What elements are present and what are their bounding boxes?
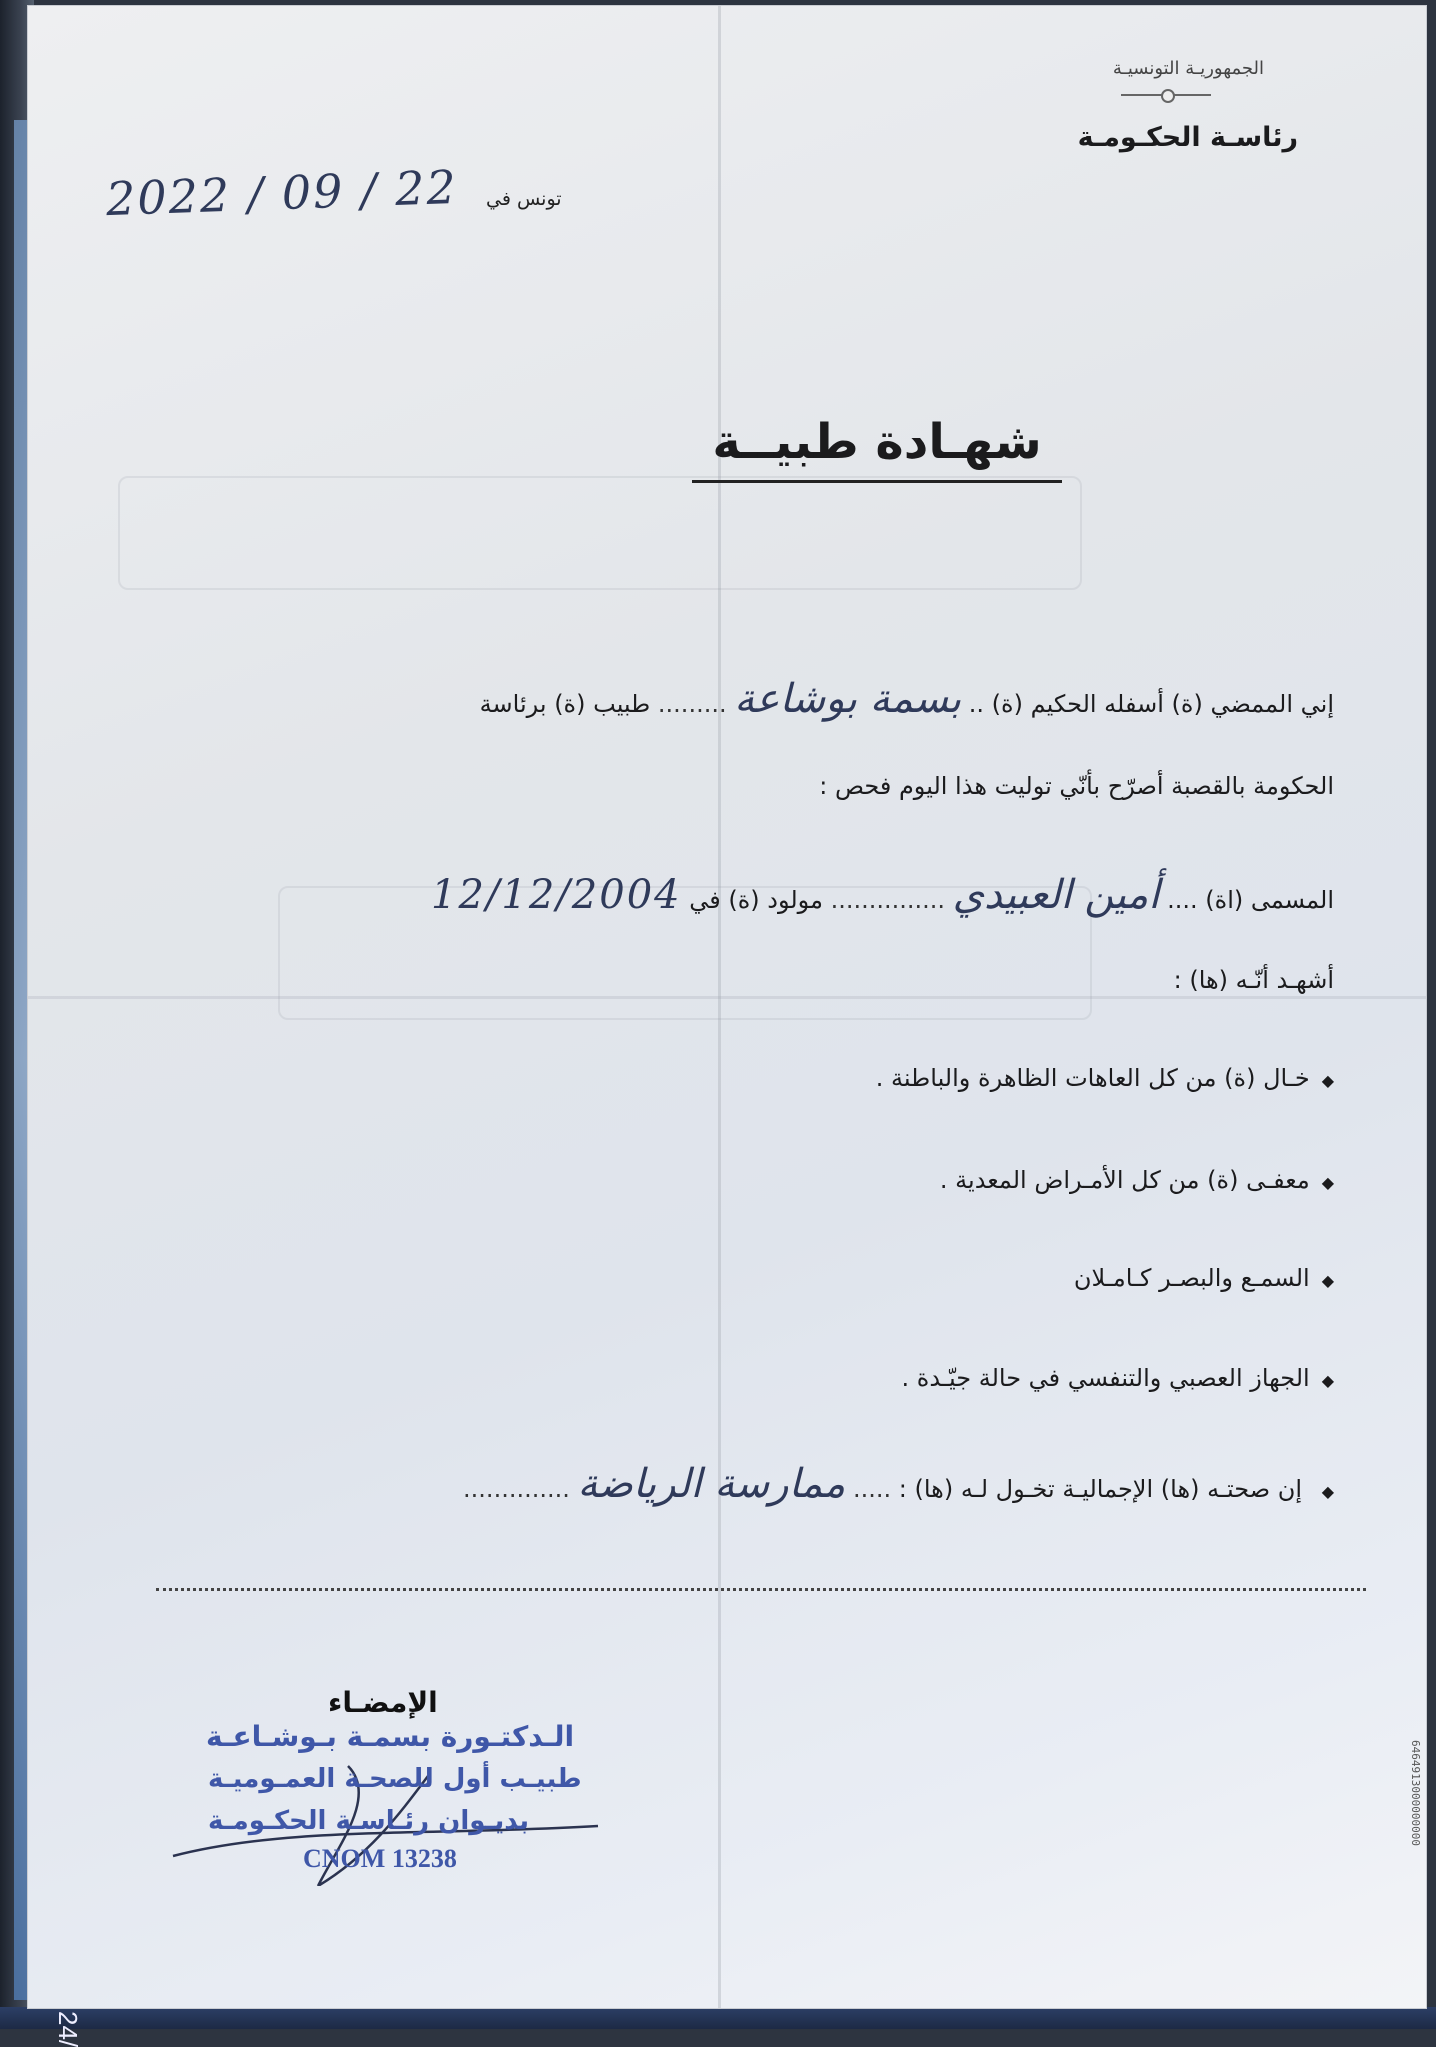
bullet-item: ◆الجهاز العصبي والتنفسي في حالة جيّـدة .	[901, 1364, 1334, 1392]
stamp-doctor-name: الـدكتـورة بسمـة بـوشـاعـة	[206, 1720, 575, 1753]
line3-mid: مولود (ة) في	[689, 886, 823, 914]
birthdate-handwritten: 12/12/2004	[431, 872, 682, 918]
fitness-line	[463, 1461, 1334, 1507]
stamp-cnom: CNOM 13238	[303, 1844, 457, 1873]
ministry-header: رئاسـة الحكـومـة	[1077, 122, 1298, 153]
dots: ...............	[830, 886, 945, 914]
date-label: تونس في	[486, 188, 562, 210]
doctor-name-handwritten: بسمة بوشاعة	[734, 676, 962, 722]
bullet-item: ◆السمـع والبصـر كـامـلان	[1073, 1264, 1334, 1292]
title-text: شهـادة طبيــة	[692, 414, 1061, 483]
fitness-handwritten: ممارسة الرياضة	[577, 1461, 846, 1507]
line1-end: طبيب (ة) برئاسة	[479, 690, 651, 718]
signature-label: الإمضـاء	[328, 1686, 438, 1719]
line1-start: إني الممضي (ة) أسفله الحكيم (ة) ..	[968, 690, 1334, 718]
bullet-diamond-icon: ◆	[1321, 1173, 1334, 1192]
republic-header: الجمهوريـة التونسيـة	[1112, 58, 1264, 79]
stamp-title: طبيـب أول للصحـة العمـوميـة	[208, 1764, 582, 1794]
bullet-diamond-icon: ◆	[1321, 1071, 1334, 1090]
bullet-diamond-icon: ◆	[1321, 1271, 1334, 1290]
dots: .....	[852, 1475, 892, 1503]
bottom-edge	[0, 2007, 1436, 2029]
bullet-item: ◆معفـى (ة) من كل الأمـراض المعدية .	[939, 1166, 1334, 1194]
handwritten-date: 2022 / 09 / 22	[105, 159, 459, 227]
bullet-diamond-icon: ◆	[1321, 1371, 1334, 1390]
body-line-1	[480, 676, 1334, 722]
corner-text: 24/	[53, 2011, 83, 2047]
patient-name-handwritten: أمين العبيدي	[952, 872, 1160, 918]
fitness-label: إن صحتـه (ها) الإجماليـة تخـول لـه (ها) :	[898, 1475, 1303, 1503]
bullet-item: ◆خـال (ة) من كل العاهات الظاهرة والباطنة .	[875, 1064, 1334, 1092]
document-title	[28, 414, 1426, 483]
dots: ..............	[463, 1475, 570, 1503]
bleed-through-box	[118, 476, 1082, 590]
header-ornament	[1121, 94, 1211, 96]
body-line-2: الحكومة بالقصبة أصرّح بأنّي توليت هذا اليوم فحص :	[819, 772, 1334, 800]
bullet-diamond-icon: ◆	[1321, 1482, 1334, 1501]
body-line-4: أشهـد أنّـه (ها) :	[1173, 966, 1334, 994]
body-line-3	[431, 872, 1334, 918]
document-sheet	[28, 6, 1426, 2008]
signature-stamp	[168, 1686, 638, 1886]
line3-start: المسمى (اة) ....	[1167, 886, 1334, 914]
dots: .........	[657, 690, 727, 718]
dotted-rule	[156, 1588, 1366, 1591]
serial-code: 6464913000000000	[1409, 1740, 1422, 1846]
stamp-office: بديـوان رئـاسـة الحكـومـة	[208, 1806, 530, 1836]
